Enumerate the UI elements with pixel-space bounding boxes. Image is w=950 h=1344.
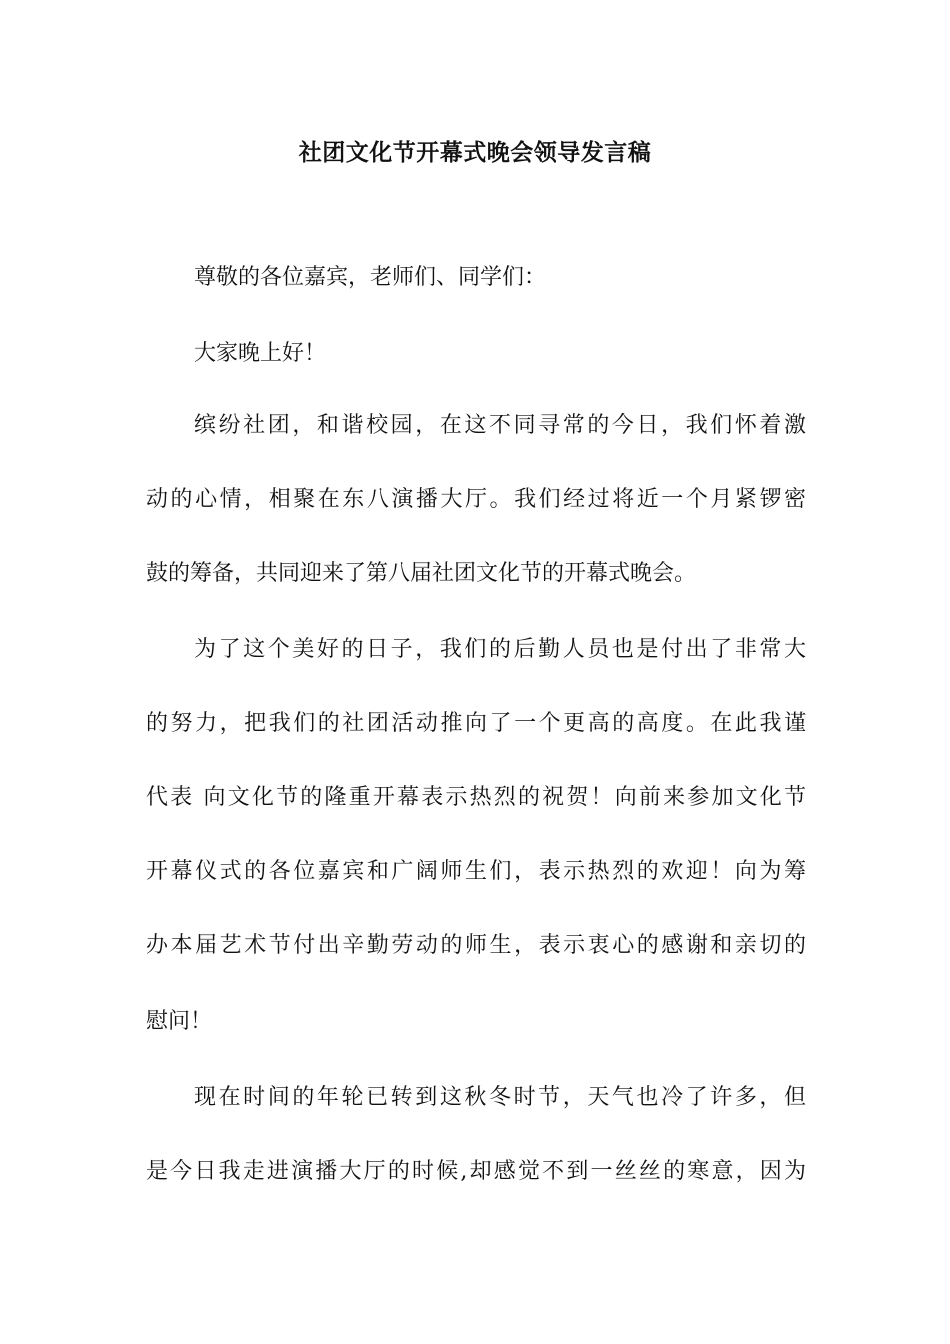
document-title: 社团文化节开幕式晚会领导发言稿: [298, 139, 652, 166]
paragraph-line: 缤纷社团，和谐校园，在这不同寻常的今日，我们怀着激: [194, 413, 806, 438]
paragraph-line: 慰问！: [146, 1009, 213, 1034]
paragraph-line: 代表 向文化节的隆重开幕表示热烈的祝贺！向前来参加文化节: [146, 785, 806, 810]
paragraph-line: 的努力，把我们的社团活动推向了一个更高的高度。在此我谨: [146, 711, 806, 736]
greeting-line: 大家晚上好！: [194, 341, 327, 366]
paragraph-line: 现在时间的年轮已转到这秋冬时节，天气也冷了许多，但: [194, 1085, 806, 1110]
paragraph-line: 开幕仪式的各位嘉宾和广阔师生们，表示热烈的欢迎！向为筹: [146, 859, 806, 884]
paragraph-line: 动的心情，相聚在东八演播大厅。我们经过将近一个月紧锣密: [146, 487, 806, 512]
paragraph-line: 为了这个美好的日子，我们的后勤人员也是付出了非常大: [194, 637, 806, 662]
paragraph-line: 是今日我走进演播大厅的时候,却感觉不到一丝丝的寒意，因为: [146, 1159, 806, 1184]
paragraph-line: 鼓的筹备，共同迎来了第八届社团文化节的开幕式晚会。: [146, 561, 697, 586]
paragraph-line: 办本届艺术节付出辛勤劳动的师生，表示衷心的感谢和亲切的: [146, 933, 806, 958]
salutation-line: 尊敬的各位嘉宾，老师们、同学们：: [194, 265, 547, 290]
